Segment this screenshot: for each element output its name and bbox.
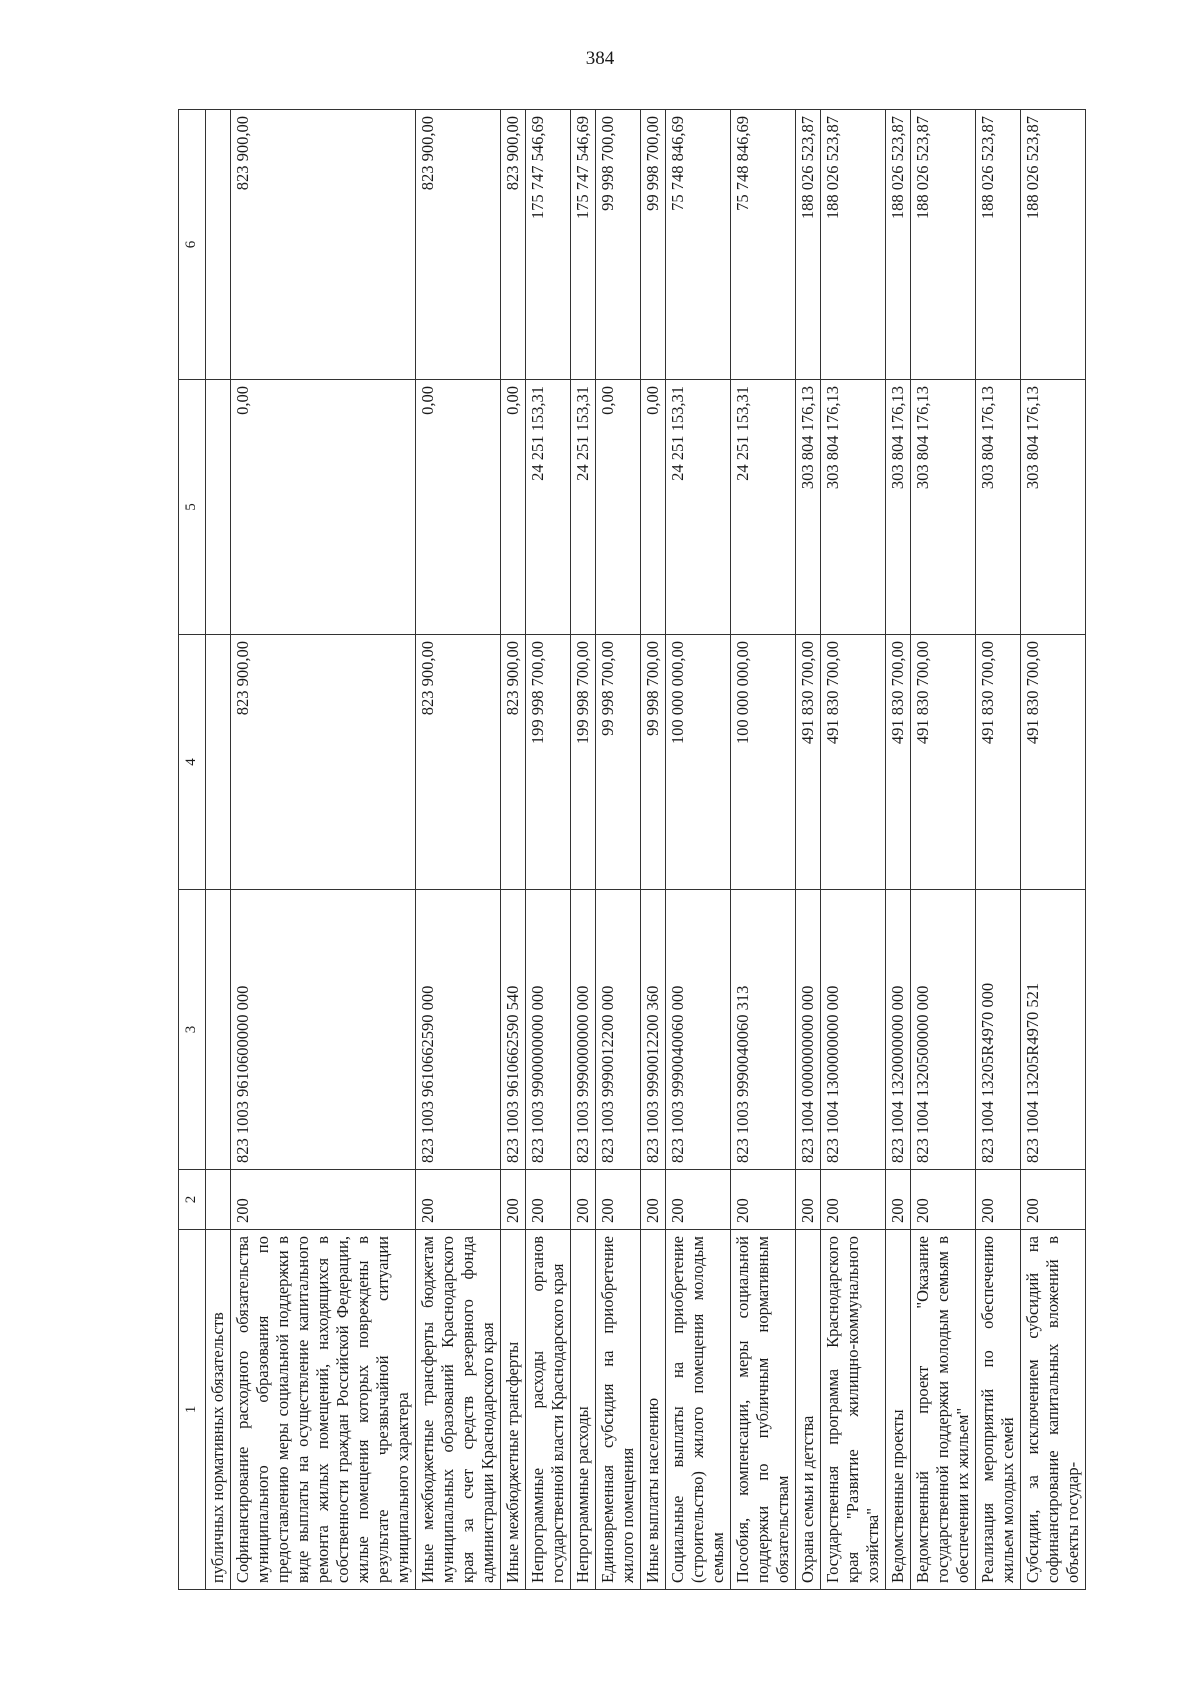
row-code-cell: 200 [526,1170,571,1230]
row-classification-cell: 823 1003 9990040060 000 [666,890,731,1170]
budget-table [178,109,1086,1590]
table-row [886,110,911,1590]
row-col4-cell: 491 830 700,00 [1021,635,1086,890]
table-row [796,110,821,1590]
row-col6-cell: 75 748 846,69 [666,110,731,380]
page-number: 384 [585,48,615,69]
row-col5-cell: 303 804 176,13 [886,380,911,635]
header-cell-6: 6 [179,110,206,380]
header-cell-1: 1 [179,1230,206,1590]
table-row [231,110,416,1590]
row-classification-cell: 823 1003 9990012200 360 [641,890,666,1170]
row-col5-cell: 303 804 176,13 [976,380,1021,635]
table-row [666,110,731,1590]
table-row [731,110,796,1590]
row-col5-cell: 303 804 176,13 [911,380,976,635]
row-code-cell [206,1170,231,1230]
table-row [501,110,526,1590]
row-name-cell: Единовременная субсидия на приобретение жилого помещения [596,1230,641,1590]
row-col5-cell: 303 804 176,13 [821,380,886,635]
row-col5-cell [206,380,231,635]
row-name-cell: Пособия, компенсации, меры социальной поддержки по публичным нормативным обязательствам [731,1230,796,1590]
row-classification-cell: 823 1004 1300000000 000 [821,890,886,1170]
table-row [1021,110,1086,1590]
row-code-cell: 200 [641,1170,666,1230]
rotated-table-container [178,110,1082,1590]
row-col6-cell: 188 026 523,87 [976,110,1021,380]
row-col6-cell: 175 747 546,69 [571,110,596,380]
row-col6-cell: 188 026 523,87 [821,110,886,380]
table-row [821,110,886,1590]
row-col4-cell: 199 998 700,00 [526,635,571,890]
row-code-cell: 200 [416,1170,501,1230]
table-row [641,110,666,1590]
row-col4-cell: 100 000 000,00 [666,635,731,890]
row-col6-cell: 188 026 523,87 [796,110,821,380]
row-classification-cell: 823 1003 9610662590 540 [501,890,526,1170]
table-row [416,110,501,1590]
row-classification-cell: 823 1003 9990012200 000 [596,890,641,1170]
row-col6-cell: 188 026 523,87 [911,110,976,380]
table-row [911,110,976,1590]
row-classification-cell: 823 1003 9610662590 000 [416,890,501,1170]
row-code-cell: 200 [1021,1170,1086,1230]
row-col4-cell: 823 900,00 [416,635,501,890]
row-classification-cell: 823 1003 9610600000 000 [231,890,416,1170]
row-col6-cell: 175 747 546,69 [526,110,571,380]
row-name-cell: Государственная программа Краснодарского края "Развитие жилищно-коммунального хозяйства" [821,1230,886,1590]
row-col5-cell: 0,00 [596,380,641,635]
row-name-cell: Ведомственные проекты [886,1230,911,1590]
row-col6-cell: 823 900,00 [501,110,526,380]
row-col4-cell: 199 998 700,00 [571,635,596,890]
row-name-cell: Иные межбюджетные трансферты бюджетам муниципальных образований Краснодарского края за счет средств резервного фонда администрации Краснодарского края [416,1230,501,1590]
row-classification-cell: 823 1003 9990040060 313 [731,890,796,1170]
row-code-cell: 200 [596,1170,641,1230]
row-code-cell: 200 [976,1170,1021,1230]
table-row [571,110,596,1590]
row-col5-cell: 0,00 [641,380,666,635]
budget-table-body [179,110,1086,1590]
row-col5-cell: 24 251 153,31 [731,380,796,635]
row-col5-cell: 303 804 176,13 [1021,380,1086,635]
row-classification-cell: 823 1004 13205R4970 521 [1021,890,1086,1170]
row-col5-cell: 24 251 153,31 [571,380,596,635]
row-name-cell: Софинансирование расходного обязательства муниципального образования по предоставлению меры социальной поддержки в виде выплаты на осуществление капитального ремонта жилых помещений, находящихся в собственности граждан Российской Федерации, жилые помещения которых повреждены в результате чрезвычайной ситуации муниципального характера [231,1230,416,1590]
row-col5-cell: 24 251 153,31 [526,380,571,635]
row-code-cell: 200 [731,1170,796,1230]
row-code-cell: 200 [821,1170,886,1230]
row-classification-cell [206,890,231,1170]
row-classification-cell: 823 1004 1320500000 000 [911,890,976,1170]
row-col6-cell: 823 900,00 [231,110,416,380]
row-col4-cell: 99 998 700,00 [596,635,641,890]
row-name-cell: Социальные выплаты на приобретение (строительство) жилого помещения молодым семьям [666,1230,731,1590]
header-cell-4: 4 [179,635,206,890]
row-code-cell: 200 [796,1170,821,1230]
row-classification-cell: 823 1004 1320000000 000 [886,890,911,1170]
row-name-cell: Охрана семьи и детства [796,1230,821,1590]
row-col5-cell: 0,00 [231,380,416,635]
row-col6-cell: 188 026 523,87 [886,110,911,380]
row-name-cell: Иные межбюджетные трансферты [501,1230,526,1590]
row-name-cell: Реализация мероприятий по обеспечению жильем молодых семей [976,1230,1021,1590]
row-col5-cell: 24 251 153,31 [666,380,731,635]
row-name-cell: Непрограммные расходы органов государственной власти Краснодарского края [526,1230,571,1590]
header-cell-2: 2 [179,1170,206,1230]
row-col5-cell: 0,00 [416,380,501,635]
table-row [976,110,1021,1590]
row-col4-cell: 491 830 700,00 [821,635,886,890]
header-row [179,110,206,1590]
row-code-cell: 200 [911,1170,976,1230]
row-col4-cell: 823 900,00 [231,635,416,890]
row-col5-cell: 0,00 [501,380,526,635]
row-col6-cell: 99 998 700,00 [641,110,666,380]
row-col6-cell [206,110,231,380]
row-code-cell: 200 [571,1170,596,1230]
row-classification-cell: 823 1003 9990000000 000 [571,890,596,1170]
row-code-cell: 200 [886,1170,911,1230]
header-cell-5: 5 [179,380,206,635]
row-col6-cell: 188 026 523,87 [1021,110,1086,380]
table-row [596,110,641,1590]
row-name-cell: Субсидии, за исключением субсидий на софинансирование капитальных вложений в объекты государ- [1021,1230,1086,1590]
row-col6-cell: 99 998 700,00 [596,110,641,380]
row-code-cell: 200 [231,1170,416,1230]
row-col4-cell: 491 830 700,00 [796,635,821,890]
row-classification-cell: 823 1004 0000000000 000 [796,890,821,1170]
row-col4-cell: 823 900,00 [501,635,526,890]
row-col4-cell: 491 830 700,00 [976,635,1021,890]
row-col5-cell: 303 804 176,13 [796,380,821,635]
row-col4-cell: 100 000 000,00 [731,635,796,890]
row-col6-cell: 823 900,00 [416,110,501,380]
row-code-cell: 200 [666,1170,731,1230]
row-col4-cell: 99 998 700,00 [641,635,666,890]
row-classification-cell: 823 1004 13205R4970 000 [976,890,1021,1170]
row-col4-cell: 491 830 700,00 [911,635,976,890]
table-row [206,110,231,1590]
table-row [526,110,571,1590]
row-name-cell: Ведомственный проект "Оказание государственной поддержки молодым семьям в обеспечении их жильем" [911,1230,976,1590]
header-cell-3: 3 [179,890,206,1170]
row-name-cell: Непрограммные расходы [571,1230,596,1590]
row-col6-cell: 75 748 846,69 [731,110,796,380]
row-col4-cell: 491 830 700,00 [886,635,911,890]
row-name-cell: публичных нормативных обязательств [206,1230,231,1590]
row-code-cell: 200 [501,1170,526,1230]
row-classification-cell: 823 1003 9900000000 000 [526,890,571,1170]
row-name-cell: Иные выплаты населению [641,1230,666,1590]
row-col4-cell [206,635,231,890]
